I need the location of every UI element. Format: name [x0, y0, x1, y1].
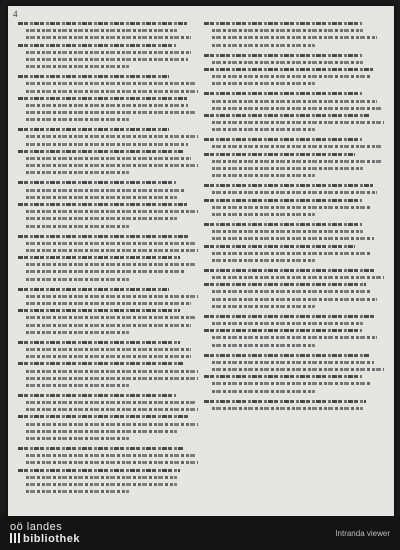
page-number: 4 [13, 9, 18, 19]
text-line [26, 355, 191, 358]
text-line [204, 283, 366, 286]
text-line [18, 288, 169, 291]
text-line [18, 394, 176, 397]
text-line [26, 270, 184, 273]
text-line [212, 61, 363, 64]
text-line [212, 128, 315, 131]
text-line [204, 138, 362, 141]
text-line [26, 316, 195, 319]
text-line [26, 36, 191, 39]
text-line [18, 341, 180, 344]
text-line [26, 401, 195, 404]
text-line [212, 368, 384, 371]
library-logo[interactable] [10, 522, 80, 545]
text-line [26, 225, 129, 228]
text-line [212, 75, 370, 78]
text-line [212, 298, 377, 301]
text-line [26, 242, 195, 245]
text-line [212, 237, 374, 240]
text-line [204, 22, 362, 25]
text-line [26, 210, 198, 213]
text-line [204, 54, 362, 57]
text-line [26, 217, 177, 220]
logo-bars-icon [10, 533, 20, 543]
text-line [204, 92, 362, 95]
text-line [204, 68, 373, 71]
text-line [212, 44, 315, 47]
text-line [26, 377, 198, 380]
text-line [26, 111, 195, 114]
text-line [212, 191, 377, 194]
text-line [18, 181, 176, 184]
text-line [204, 375, 362, 378]
text-line [212, 305, 315, 308]
text-line [26, 171, 129, 174]
text-line [26, 196, 177, 199]
text-line [212, 252, 370, 255]
text-line [212, 407, 363, 410]
text-line [204, 114, 369, 117]
text-line [26, 348, 191, 351]
text-line [18, 150, 183, 153]
text-line [212, 336, 377, 339]
text-column-right [204, 22, 376, 414]
text-line [26, 104, 188, 107]
text-line [204, 315, 376, 318]
text-line [26, 430, 177, 433]
text-line [204, 329, 362, 332]
text-line [26, 408, 198, 411]
text-line [18, 203, 187, 206]
text-line [26, 135, 198, 138]
text-line [26, 454, 195, 457]
text-line [204, 354, 369, 357]
text-line [212, 322, 363, 325]
text-line [26, 29, 177, 32]
text-line [212, 29, 363, 32]
text-line [26, 90, 198, 93]
text-line [18, 362, 183, 365]
text-line [204, 184, 373, 187]
text-line [18, 128, 169, 131]
text-line [26, 461, 198, 464]
text-line [26, 331, 129, 334]
text-line [212, 160, 381, 163]
text-line [26, 82, 195, 85]
text-line [26, 143, 188, 146]
text-line [212, 361, 374, 364]
text-line [204, 400, 366, 403]
text-line [204, 269, 376, 272]
text-line [212, 167, 363, 170]
text-line [18, 22, 187, 25]
text-line [212, 213, 315, 216]
text-line [18, 415, 190, 418]
text-line [26, 58, 188, 61]
text-line [18, 97, 187, 100]
text-line [26, 278, 129, 281]
text-line [18, 469, 180, 472]
scanned-page [8, 6, 394, 516]
text-line [204, 199, 362, 202]
text-line [212, 107, 381, 110]
text-line [212, 230, 363, 233]
viewer-footer [0, 516, 400, 550]
text-line [26, 437, 129, 440]
text-line [204, 223, 362, 226]
text-line [26, 302, 191, 305]
text-line [26, 65, 129, 68]
text-line [212, 390, 315, 393]
text-line [26, 51, 191, 54]
text-line [26, 295, 198, 298]
text-line [18, 75, 169, 78]
text-line [26, 249, 198, 252]
text-line [18, 256, 180, 259]
logo-text-line2: bibliothek [23, 533, 80, 545]
text-line [26, 189, 184, 192]
text-line [26, 263, 195, 266]
text-line [18, 447, 183, 450]
text-line [18, 235, 190, 238]
text-line [26, 324, 191, 327]
text-line [26, 384, 129, 387]
text-line [26, 476, 177, 479]
text-line [212, 36, 377, 39]
text-line [204, 245, 355, 248]
text-line [212, 100, 377, 103]
text-line [212, 121, 384, 124]
text-line [18, 309, 180, 312]
text-line [26, 483, 177, 486]
text-line [26, 370, 198, 373]
text-line [212, 82, 315, 85]
text-line [26, 164, 198, 167]
text-line [212, 145, 381, 148]
text-column-left [18, 22, 190, 500]
text-line [212, 174, 315, 177]
text-line [212, 344, 315, 347]
text-line [212, 382, 370, 385]
text-line [212, 276, 384, 279]
viewer-label: Intranda viewer [335, 529, 390, 538]
text-line [26, 490, 129, 493]
text-line [26, 118, 129, 121]
text-line [18, 44, 176, 47]
text-line [212, 290, 370, 293]
text-line [204, 153, 355, 156]
text-line [212, 259, 315, 262]
text-line [212, 206, 370, 209]
text-line [26, 423, 198, 426]
logo-text-line1: oö landes [10, 521, 63, 533]
text-line [26, 157, 191, 160]
